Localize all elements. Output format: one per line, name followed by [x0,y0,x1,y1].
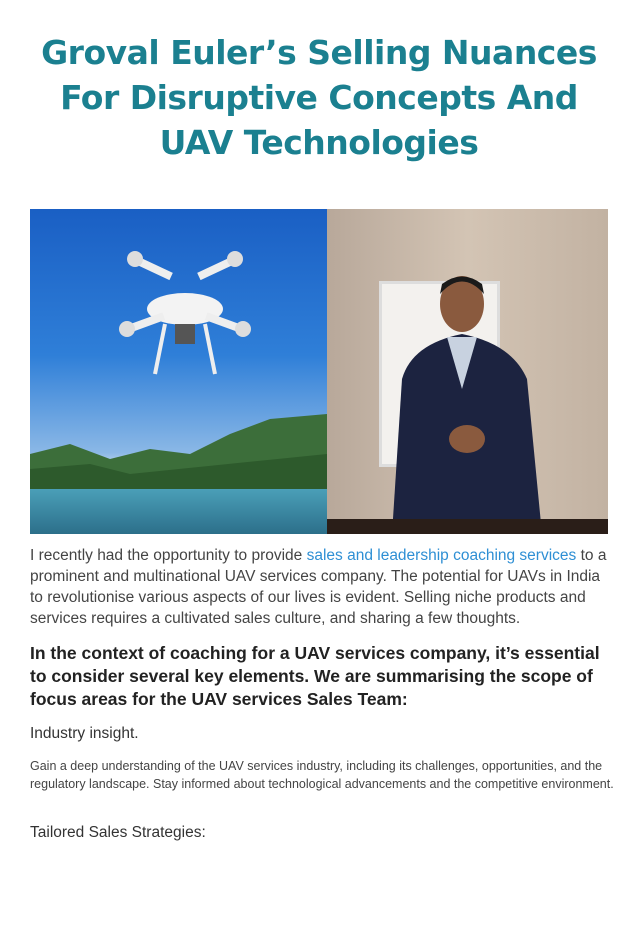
tailored-strategies-heading: Tailored Sales Strategies: [30,824,206,841]
industry-insight-heading: Industry insight. [30,725,139,742]
intro-text: I recently had the opportunity to provide [30,547,307,564]
lake [30,489,327,534]
intro-paragraph [30,545,610,629]
hero-image [30,209,608,534]
drone-icon [115,234,255,384]
speaker-photo [327,209,608,534]
page-title: Groval Euler’s Selling Nuances For Disruptive Concepts And UAV Technologies [41,33,597,162]
industry-insight-body: Gain a deep understanding of the UAV services industry, including its challenges, opportunities, and the regulatory landscape. Stay informed about technological advancements and the competitive environment. [30,759,614,791]
intro-text-rest: to a prominent and multinational UAV services company. The potential for UAVs in India to revolutionise various aspects of our lives is evident. Selling niche products and services requires a cultivated sales culture, and sharing a few thoughts. [30,547,607,627]
mountains [30,414,327,494]
floor [327,519,608,534]
person-icon [382,269,552,534]
drone-photo [30,209,327,534]
section-heading: In the context of coaching for a UAV services company, it’s essential to consider several key elements. We are summarising the scope of focus areas for the UAV services Sales Team: [30,643,600,709]
coaching-services-link[interactable]: sales and leadership coaching services [306,547,577,564]
